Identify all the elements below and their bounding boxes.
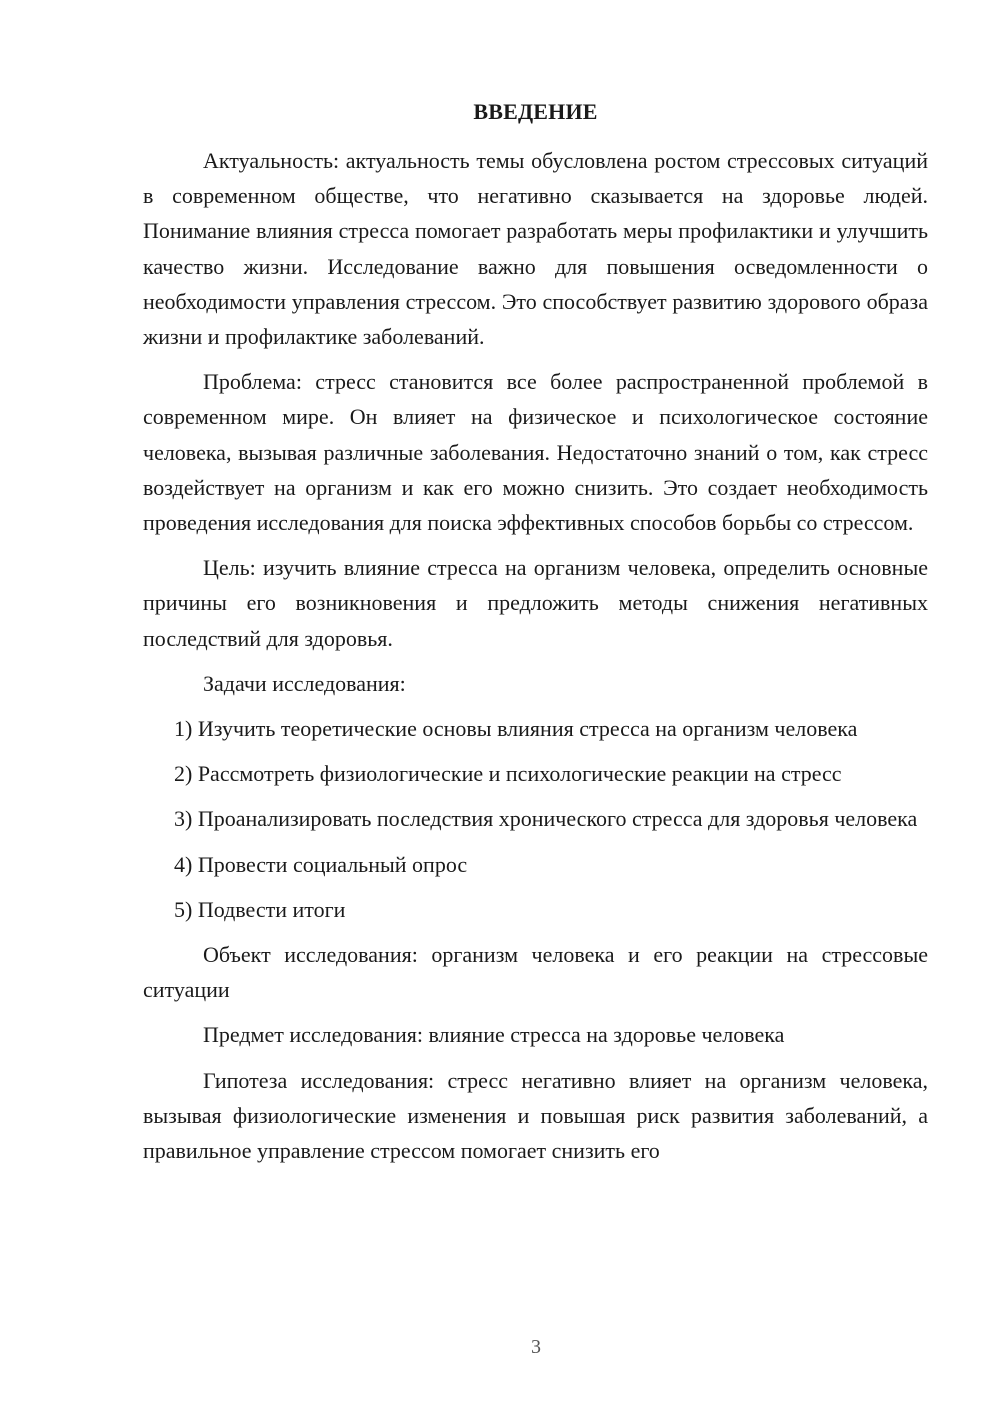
paragraph-goal: Цель: изучить влияние стресса на организм человека, определить основные причины его возникновения и предложить методы снижения негативных последствий для здоровья. <box>143 555 928 651</box>
paragraph-hypothesis: Гипотеза исследования: стресс негативно влияет на организм человека, вызывая физиологические изменения и повышая риск развития заболеваний, а правильное управление стрессом помогает снизить его <box>143 1067 928 1164</box>
paragraph-subject: Предмет исследования: влияние стресса на здоровье человека <box>203 1022 785 1048</box>
paragraph-problem: Проблема: стресс становится все более распространенной проблемой в современном мире. Он влияет на физическое и психологическое состояние человека, вызывая различные заболевания. Недостаточно знаний о том, как стресс воздействует на организм и как его можно снизить. Это создает необходимость проведения исследования для поиска эффективных способов борьбы со стрессом. <box>143 369 928 536</box>
task-item-3: 3) Проанализировать последствия хронического стресса для здоровья человека <box>174 806 918 832</box>
task-item-1: 1) Изучить теоретические основы влияния стресса на организм человека <box>174 716 858 742</box>
task-item-5: 5) Подвести итоги <box>174 896 346 922</box>
task-item-2: 2) Рассмотреть физиологические и психологические реакции на стресс <box>174 761 842 787</box>
paragraph-object: Объект исследования: организм человека и его реакции на стрессовые ситуации <box>143 942 928 1003</box>
task-item-4: 4) Провести социальный опрос <box>174 851 468 877</box>
section-title: ВВЕДЕНИЕ <box>473 99 598 124</box>
tasks-heading: Задачи исследования: <box>203 670 406 696</box>
page-number: 3 <box>531 1336 541 1358</box>
document-page <box>143 94 928 1168</box>
paragraph-relevance: Актуальность: актуальность темы обусловлена ростом стрессовых ситуаций в современном обществе, что негативно сказывается на здоровье людей. Понимание влияния стресса помогает разработать меры профилактики и улучшить качество жизни. Исследование важно для повышения осведомленности о необходимости управления стрессом. Это способствует развитию здорового образа жизни и профилактике заболеваний. <box>143 148 928 350</box>
